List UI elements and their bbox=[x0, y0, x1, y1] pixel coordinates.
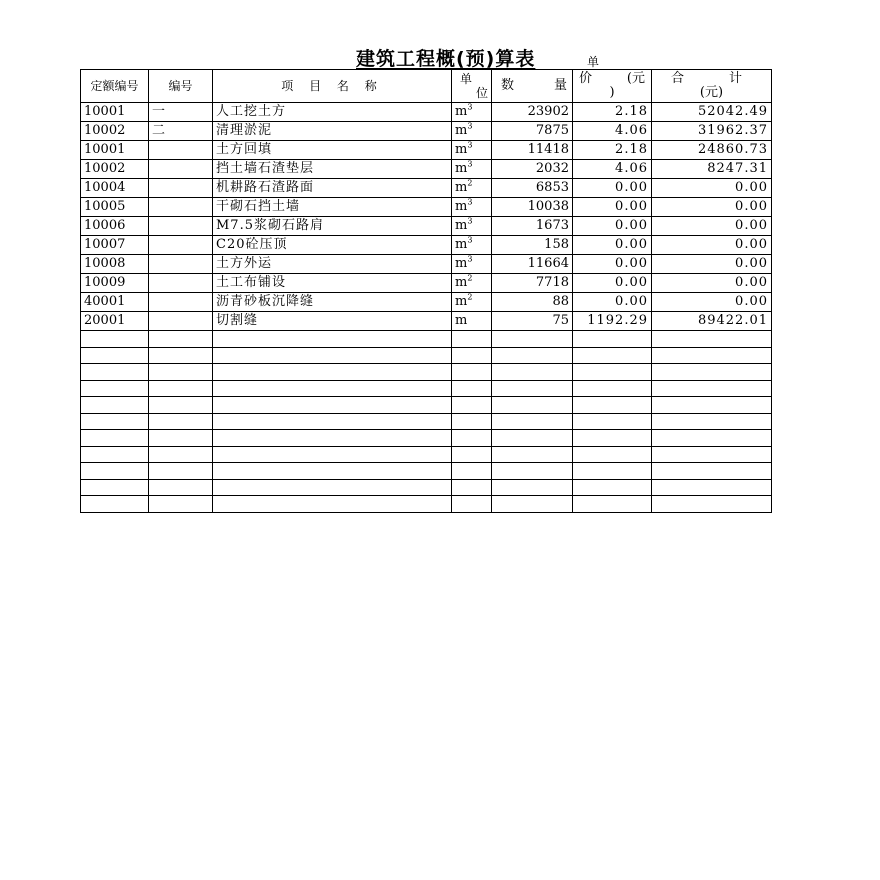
cell-code: 10002 bbox=[81, 122, 149, 141]
unit-exponent: 2 bbox=[467, 273, 473, 283]
cell-total: 89422.01 bbox=[652, 312, 772, 331]
cell-number bbox=[149, 179, 213, 198]
empty-cell bbox=[573, 496, 652, 513]
cell-unit-price: 0.00 bbox=[573, 236, 652, 255]
empty-cell bbox=[452, 479, 492, 496]
empty-cell bbox=[652, 496, 772, 513]
empty-cell bbox=[652, 463, 772, 480]
empty-cell bbox=[213, 446, 452, 463]
header-unit-line1: 单 bbox=[460, 72, 473, 86]
header-total bbox=[652, 70, 772, 103]
empty-cell bbox=[149, 496, 213, 513]
unit-exponent: 3 bbox=[467, 216, 473, 226]
empty-cell bbox=[149, 446, 213, 463]
table-row bbox=[81, 217, 772, 236]
cell-code: 10007 bbox=[81, 236, 149, 255]
table-row bbox=[81, 179, 772, 198]
cell-item-name: 挡土墙石渣垫层 bbox=[213, 160, 452, 179]
header-qty-right: 量 bbox=[553, 78, 567, 93]
table-row bbox=[81, 274, 772, 293]
empty-cell bbox=[452, 380, 492, 397]
cell-quantity: 88 bbox=[492, 293, 573, 312]
cell-number: 二 bbox=[149, 122, 213, 141]
unit-exponent: 2 bbox=[467, 178, 473, 188]
cell-quantity: 2032 bbox=[492, 160, 573, 179]
empty-cell bbox=[213, 380, 452, 397]
cell-item-name: M7.5浆砌石路肩 bbox=[213, 217, 452, 236]
empty-cell bbox=[652, 397, 772, 414]
cell-code: 10009 bbox=[81, 274, 149, 293]
empty-cell bbox=[149, 331, 213, 348]
cell-number bbox=[149, 198, 213, 217]
unit-base: m bbox=[455, 180, 468, 195]
unit-exponent: 3 bbox=[467, 235, 473, 245]
empty-row bbox=[81, 413, 772, 430]
table-row bbox=[81, 122, 772, 141]
header-total-line1: 合 bbox=[671, 71, 685, 86]
empty-cell bbox=[652, 347, 772, 364]
empty-cell bbox=[492, 331, 573, 348]
cell-unit-price: 0.00 bbox=[573, 255, 652, 274]
empty-cell bbox=[81, 463, 149, 480]
empty-cell bbox=[81, 380, 149, 397]
empty-cell bbox=[573, 479, 652, 496]
empty-row bbox=[81, 479, 772, 496]
cell-number bbox=[149, 293, 213, 312]
empty-cell bbox=[492, 463, 573, 480]
empty-cell bbox=[492, 397, 573, 414]
empty-cell bbox=[652, 413, 772, 430]
unit-base: m bbox=[455, 275, 468, 290]
cell-unit bbox=[452, 312, 492, 331]
empty-cell bbox=[492, 479, 573, 496]
cell-code: 10001 bbox=[81, 141, 149, 160]
header-price-line1b: (元 bbox=[626, 71, 645, 86]
empty-cell bbox=[213, 413, 452, 430]
table-row bbox=[81, 312, 772, 331]
cell-item-name: 土方回填 bbox=[213, 141, 452, 160]
empty-cell bbox=[81, 479, 149, 496]
cell-unit bbox=[452, 217, 492, 236]
unit-base: m bbox=[455, 199, 468, 214]
unit-base: m bbox=[455, 256, 468, 271]
empty-row bbox=[81, 331, 772, 348]
cell-unit-price: 2.18 bbox=[573, 103, 652, 122]
cell-total: 31962.37 bbox=[652, 122, 772, 141]
cell-unit bbox=[452, 122, 492, 141]
empty-row bbox=[81, 446, 772, 463]
cell-number bbox=[149, 274, 213, 293]
unit-base: m bbox=[455, 104, 468, 119]
table-row bbox=[81, 141, 772, 160]
cell-total: 24860.73 bbox=[652, 141, 772, 160]
cell-unit-price: 1192.29 bbox=[573, 312, 652, 331]
cell-code: 10001 bbox=[81, 103, 149, 122]
unit-base: m bbox=[455, 142, 468, 157]
table-row bbox=[81, 236, 772, 255]
cell-quantity: 23902 bbox=[492, 103, 573, 122]
cell-code: 10008 bbox=[81, 255, 149, 274]
cell-total: 8247.31 bbox=[652, 160, 772, 179]
title-suffix: 单 bbox=[587, 55, 600, 69]
cell-quantity: 11664 bbox=[492, 255, 573, 274]
empty-cell bbox=[81, 364, 149, 381]
header-total-line1b: 计 bbox=[728, 71, 742, 86]
table-row bbox=[81, 198, 772, 217]
empty-cell bbox=[81, 347, 149, 364]
cell-unit bbox=[452, 160, 492, 179]
cell-item-name: 切割缝 bbox=[213, 312, 452, 331]
empty-row bbox=[81, 463, 772, 480]
empty-cell bbox=[81, 496, 149, 513]
cell-unit-price: 2.18 bbox=[573, 141, 652, 160]
empty-cell bbox=[492, 364, 573, 381]
cell-number: 一 bbox=[149, 103, 213, 122]
empty-row bbox=[81, 347, 772, 364]
empty-cell bbox=[573, 397, 652, 414]
cell-total: 0.00 bbox=[652, 179, 772, 198]
cell-unit-price: 0.00 bbox=[573, 198, 652, 217]
unit-exponent: 2 bbox=[467, 292, 473, 302]
cell-code: 20001 bbox=[81, 312, 149, 331]
cell-unit bbox=[452, 274, 492, 293]
cell-number bbox=[149, 312, 213, 331]
empty-cell bbox=[81, 430, 149, 447]
empty-cell bbox=[652, 446, 772, 463]
unit-exponent: 3 bbox=[467, 140, 473, 150]
empty-cell bbox=[81, 397, 149, 414]
header-price bbox=[573, 70, 652, 103]
empty-cell bbox=[213, 479, 452, 496]
empty-cell bbox=[213, 430, 452, 447]
empty-cell bbox=[652, 331, 772, 348]
cell-quantity: 11418 bbox=[492, 141, 573, 160]
cell-code: 10005 bbox=[81, 198, 149, 217]
empty-row bbox=[81, 430, 772, 447]
empty-cell bbox=[652, 430, 772, 447]
cell-total: 0.00 bbox=[652, 274, 772, 293]
cell-item-name: 机耕路石渣路面 bbox=[213, 179, 452, 198]
empty-cell bbox=[452, 397, 492, 414]
header-no: 编号 bbox=[149, 70, 213, 103]
unit-exponent: 3 bbox=[467, 197, 473, 207]
cell-total: 0.00 bbox=[652, 217, 772, 236]
empty-cell bbox=[573, 331, 652, 348]
table-row bbox=[81, 160, 772, 179]
unit-exponent: 3 bbox=[467, 254, 473, 264]
empty-cell bbox=[452, 496, 492, 513]
cell-quantity: 7875 bbox=[492, 122, 573, 141]
empty-cell bbox=[492, 496, 573, 513]
cell-code: 40001 bbox=[81, 293, 149, 312]
cell-total: 0.00 bbox=[652, 236, 772, 255]
cell-quantity: 1673 bbox=[492, 217, 573, 236]
cell-quantity: 75 bbox=[492, 312, 573, 331]
cell-unit bbox=[452, 141, 492, 160]
empty-cell bbox=[573, 446, 652, 463]
empty-cell bbox=[652, 364, 772, 381]
cell-item-name: 人工挖土方 bbox=[213, 103, 452, 122]
empty-cell bbox=[213, 496, 452, 513]
empty-cell bbox=[452, 331, 492, 348]
cell-number bbox=[149, 160, 213, 179]
empty-cell bbox=[492, 380, 573, 397]
unit-base: m bbox=[455, 123, 468, 138]
table-header-row bbox=[81, 70, 772, 103]
unit-base: m bbox=[455, 237, 468, 252]
empty-cell bbox=[652, 380, 772, 397]
cell-item-name: 清理淤泥 bbox=[213, 122, 452, 141]
empty-cell bbox=[81, 446, 149, 463]
cell-unit-price: 0.00 bbox=[573, 217, 652, 236]
header-total-line2: (元) bbox=[699, 85, 724, 100]
cell-total: 0.00 bbox=[652, 255, 772, 274]
header-code: 定额编号 bbox=[81, 70, 149, 103]
empty-cell bbox=[452, 463, 492, 480]
cell-total: 0.00 bbox=[652, 198, 772, 217]
empty-cell bbox=[149, 364, 213, 381]
empty-row bbox=[81, 380, 772, 397]
empty-cell bbox=[149, 479, 213, 496]
empty-cell bbox=[492, 446, 573, 463]
table-body bbox=[81, 103, 772, 513]
table-row bbox=[81, 255, 772, 274]
empty-cell bbox=[149, 380, 213, 397]
empty-cell bbox=[149, 463, 213, 480]
table-row bbox=[81, 293, 772, 312]
header-qty bbox=[492, 70, 573, 103]
cell-item-name: 沥青砂板沉降缝 bbox=[213, 293, 452, 312]
empty-cell bbox=[492, 430, 573, 447]
empty-cell bbox=[492, 413, 573, 430]
cell-quantity: 158 bbox=[492, 236, 573, 255]
cell-item-name: 干砌石挡土墙 bbox=[213, 198, 452, 217]
empty-cell bbox=[573, 413, 652, 430]
empty-row bbox=[81, 364, 772, 381]
empty-cell bbox=[149, 413, 213, 430]
empty-cell bbox=[573, 430, 652, 447]
header-price-line1: 价 bbox=[579, 71, 593, 86]
cell-total: 0.00 bbox=[652, 293, 772, 312]
header-unit-line2: 位 bbox=[475, 86, 488, 100]
unit-exponent: 3 bbox=[467, 121, 473, 131]
empty-cell bbox=[452, 413, 492, 430]
empty-cell bbox=[573, 463, 652, 480]
cell-unit bbox=[452, 179, 492, 198]
cell-code: 10004 bbox=[81, 179, 149, 198]
empty-cell bbox=[452, 430, 492, 447]
table-row bbox=[81, 103, 772, 122]
empty-cell bbox=[213, 463, 452, 480]
header-qty-left: 数 bbox=[501, 78, 515, 93]
empty-cell bbox=[213, 331, 452, 348]
cell-unit bbox=[452, 198, 492, 217]
unit-base: m bbox=[455, 294, 468, 309]
sheet-title: 建筑工程概(预)算表 bbox=[356, 48, 536, 70]
unit-base: m bbox=[455, 161, 468, 176]
empty-cell bbox=[573, 380, 652, 397]
cell-number bbox=[149, 236, 213, 255]
empty-cell bbox=[149, 430, 213, 447]
empty-cell bbox=[213, 347, 452, 364]
empty-cell bbox=[573, 364, 652, 381]
unit-exponent: 3 bbox=[467, 159, 473, 169]
cell-item-name: C20砼压顶 bbox=[213, 236, 452, 255]
empty-cell bbox=[149, 347, 213, 364]
header-price-line2: ) bbox=[609, 85, 615, 100]
empty-cell bbox=[149, 397, 213, 414]
unit-base: m bbox=[455, 218, 468, 233]
header-unit bbox=[452, 70, 492, 103]
cell-number bbox=[149, 141, 213, 160]
empty-cell bbox=[213, 397, 452, 414]
empty-cell bbox=[652, 479, 772, 496]
cell-unit-price: 0.00 bbox=[573, 179, 652, 198]
cell-quantity: 10038 bbox=[492, 198, 573, 217]
empty-cell bbox=[452, 347, 492, 364]
empty-row bbox=[81, 397, 772, 414]
empty-cell bbox=[452, 446, 492, 463]
cell-unit bbox=[452, 103, 492, 122]
cell-unit-price: 4.06 bbox=[573, 160, 652, 179]
cell-number bbox=[149, 217, 213, 236]
empty-cell bbox=[213, 364, 452, 381]
cell-item-name: 土方外运 bbox=[213, 255, 452, 274]
header-name: 项 目 名 称 bbox=[213, 70, 452, 103]
empty-cell bbox=[452, 364, 492, 381]
empty-cell bbox=[492, 347, 573, 364]
unit-exponent: 3 bbox=[467, 102, 473, 112]
empty-cell bbox=[81, 331, 149, 348]
empty-cell bbox=[573, 347, 652, 364]
cell-quantity: 7718 bbox=[492, 274, 573, 293]
cell-unit bbox=[452, 255, 492, 274]
empty-row bbox=[81, 496, 772, 513]
cell-unit-price: 0.00 bbox=[573, 274, 652, 293]
empty-cell bbox=[81, 413, 149, 430]
cell-item-name: 土工布铺设 bbox=[213, 274, 452, 293]
cell-code: 10006 bbox=[81, 217, 149, 236]
cell-number bbox=[149, 255, 213, 274]
cell-unit-price: 4.06 bbox=[573, 122, 652, 141]
cell-code: 10002 bbox=[81, 160, 149, 179]
unit-base: m bbox=[455, 313, 468, 328]
cell-quantity: 6853 bbox=[492, 179, 573, 198]
cell-unit-price: 0.00 bbox=[573, 293, 652, 312]
estimate-table bbox=[80, 69, 772, 513]
cell-unit bbox=[452, 236, 492, 255]
cell-total: 52042.49 bbox=[652, 103, 772, 122]
cell-unit bbox=[452, 293, 492, 312]
